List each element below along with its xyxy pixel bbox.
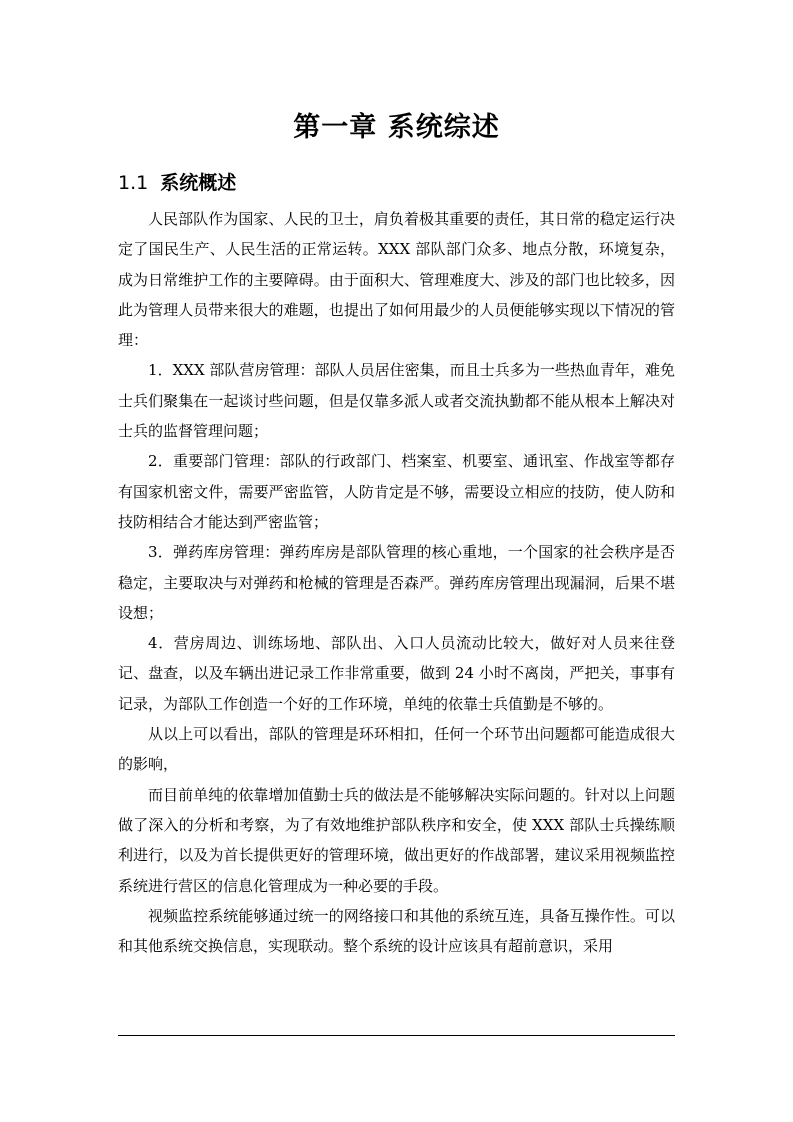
paragraph-item-3: 3．弹药库房管理：弹药库房是部队管理的核心重地，一个国家的社会秩序是否稳定，主要取决与对弹药和枪械的管理是否森严。弹药库房管理出现漏洞，后果不堪设想； <box>118 543 675 622</box>
section-number: 1.1 <box>118 172 149 194</box>
paragraph-system: 视频监控系统能够通过统一的网络接口和其他的系统互连，具备互操作性。可以和其他系统交换信息，实现联动。整个系统的设计应该具有超前意识，采用 <box>118 906 675 956</box>
body-text <box>118 204 675 961</box>
paragraph-conclusion: 从以上可以看出，部队的管理是环环相扣，任何一个环节出问题都可能造成很大的影响， <box>118 725 675 774</box>
paragraph-item-4: 4．营房周边、训练场地、部队出、入口人员流动比较大，做好对人员来往登记、盘查，以及车辆出进记录工作非常重要，做到 24 小时不离岗，严把关，事事有记录，为部队工作创造一个好的工作环境，单纯的依靠士兵值勤是不够的。 <box>118 634 675 713</box>
section-heading <box>118 168 236 198</box>
paragraph-item-1: 1．XXX 部队营房管理：部队人员居住密集，而且士兵多为一些热血青年，难免士兵们聚集在一起谈讨些问题，但是仅靠多派人或者交流执勤都不能从根本上解决对士兵的监督管理问题； <box>118 361 675 441</box>
paragraph-item-2: 2．重要部门管理：部队的行政部门、档案室、机要室、通讯室、作战室等都存有国家机密文件，需要严密监管，人防肯定是不够，需要设立相应的技防，使人防和技防相结合才能达到严密监管； <box>118 452 675 531</box>
paragraph-proposal: 而目前单纯的依靠增加值勤士兵的做法是不能够解决实际问题的。针对以上问题做了深入的分析和考察，为了有效地维护部队秩序和安全，使 XXX 部队士兵操练顺利进行，以及为首长提供更好的管理环境，做出更好的作战部署，建议采用视频监控系统进行营区的信息化管理成为一种必要的手段。 <box>118 785 675 895</box>
chapter-title: 第一章 系统综述 <box>293 112 500 143</box>
footer-divider <box>118 1035 675 1036</box>
section-title: 系统概述 <box>160 172 237 194</box>
paragraph-intro: 人民部队作为国家、人民的卫士，肩负着极其重要的责任，其日常的稳定运行决定了国民生产、人民生活的正常运转。XXX 部队部门众多、地点分散，环境复杂，成为日常维护工作的主要障碍。由于面积大、管理难度大、涉及的部门也比较多，因此为管理人员带来很大的难题，也提出了如何用最少的人员便能够实现以下情况的管理： <box>118 210 675 350</box>
